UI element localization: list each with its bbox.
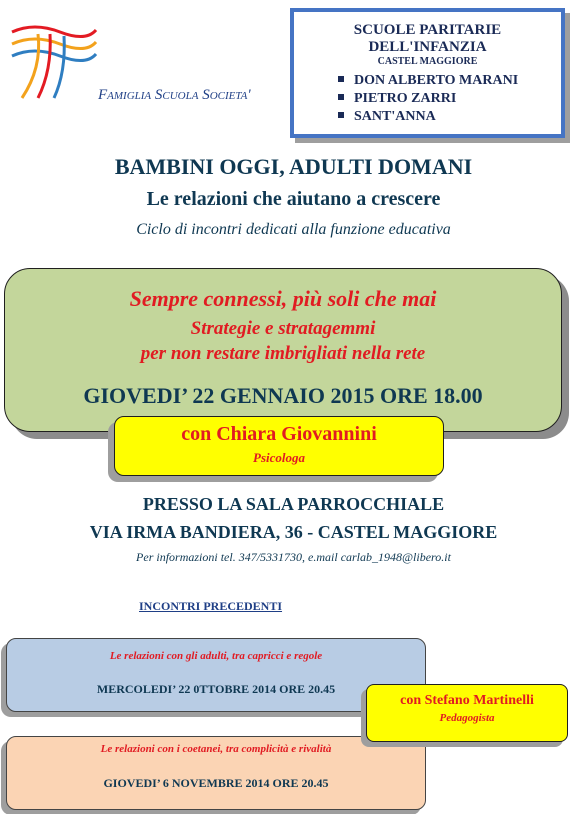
school-item-label: DON ALBERTO MARANI (354, 73, 519, 88)
schools-box (290, 8, 565, 138)
event-date: GIOVEDI’ 22 GENNAIO 2015 ORE 18.00 (83, 383, 483, 408)
school-item-label: SANT'ANNA (354, 109, 436, 124)
organization-name-text: Famiglia Scuola Societa' (98, 87, 251, 103)
previous-meeting-title-2: Le relazioni con i coetanei, tra complicità e rivalità (100, 743, 332, 755)
speaker-role: Psicologa (253, 450, 305, 465)
venue-address: VIA IRMA BANDIERA, 36 - CASTEL MAGGIORE (89, 522, 498, 542)
previous-meetings-heading: INCONTRI PRECEDENTI (139, 599, 283, 613)
program-subtitle: Le relazioni che aiutano a crescere (146, 188, 441, 210)
school-item-label: PIETRO ZARRI (354, 91, 457, 106)
schools-title (294, 22, 561, 56)
bullet-icon (338, 76, 344, 82)
previous-speaker-role: Pedagogista (439, 712, 495, 724)
program-title: BAMBINI OGGI, ADULTI DOMANI (114, 154, 473, 179)
event-subtitle-line1: Strategie e stratagemmi (190, 318, 376, 339)
previous-speaker-name: con Stefano Martinelli (400, 693, 534, 708)
schools-title-line2: DELL'INFANZIA (368, 39, 487, 55)
organization-name (98, 87, 308, 104)
contact-info: Per informazioni tel. 347/5331730, e.mail carlab_1948@libero.it (136, 550, 451, 564)
program-cycle-description: Ciclo di incontri dedicati alla funzione educativa (136, 221, 451, 238)
previous-meeting-title-1: Le relazioni con gli adulti, tra capricci e regole (109, 650, 323, 662)
speaker-name: con Chiara Giovannini (181, 423, 377, 445)
bullet-icon (338, 112, 344, 118)
event-subtitle-line2: per non restare imbrigliati nella rete (140, 343, 426, 364)
previous-meeting-date-1: MERCOLEDI’ 22 0TTOBRE 2014 ORE 20.45 (96, 682, 336, 696)
schools-title-line1: SCUOLE PARITARIE (353, 22, 502, 38)
family-school-society-logo (8, 20, 100, 102)
schools-list (338, 72, 518, 126)
school-item (338, 108, 518, 126)
venue-line1: PRESSO LA SALA PARROCCHIALE (142, 494, 445, 514)
bullet-icon (338, 94, 344, 100)
event-title: Sempre connessi, più soli che mai (129, 286, 437, 311)
school-item (338, 90, 518, 108)
schools-city: CASTEL MAGGIORE (377, 56, 478, 67)
previous-meeting-date-2: GIOVEDI’ 6 NOVEMBRE 2014 ORE 20.45 (103, 776, 329, 790)
school-item (338, 72, 518, 90)
